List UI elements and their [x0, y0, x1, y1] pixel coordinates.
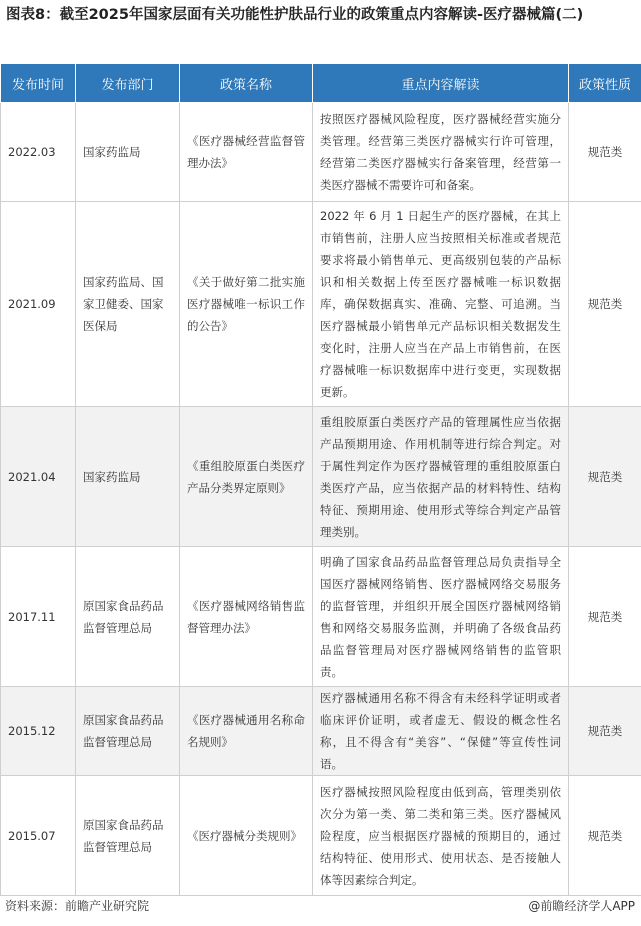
- table-row: [1, 103, 641, 202]
- cell-nature: 规范类: [569, 103, 641, 202]
- cell-content: 2022 年 6 月 1 日起生产的医疗器械，在其上市销售前，注册人应当按照相关标准或者规范要求将最小销售单元、更高级别包装的产品标识和相关数据上传至医疗器械唯一标识数据库，确保数据真实、准确、完整、可追溯。当医疗器械最小销售单元产品标识相关数据发生变化时，注册人应当在产品上市销售前，在医疗器械唯一标识数据库中进行变更，实现数据更新。: [313, 202, 569, 407]
- cell-name: 《医疗器械网络销售监督管理办法》: [180, 547, 313, 687]
- cell-content: 医疗器械通用名称不得含有未经科学证明或者临床评价证明，或者虚无、假设的概念性名称，且不得含有“美容”、“保健”等宣传性词语。: [313, 687, 569, 776]
- footer: [5, 897, 635, 915]
- page-title: 图表8：截至2025年国家层面有关功能性护肤品行业的政策重点内容解读-医疗器械篇(二): [6, 7, 584, 23]
- table-row: [1, 202, 641, 407]
- cell-date: 2021.09: [1, 202, 76, 407]
- cell-dept: 原国家食品药品监督管理总局: [76, 776, 180, 896]
- cell-name: 《医疗器械通用名称命名规则》: [180, 687, 313, 776]
- cell-name: 《医疗器械分类规则》: [180, 776, 313, 896]
- cell-dept: 原国家食品药品监督管理总局: [76, 687, 180, 776]
- cell-content: 按照医疗器械风险程度，医疗器械经营实施分类管理。经营第三类医疗器械实行许可管理，经营第二类医疗器械实行备案管理，经营第一类医疗器械不需要许可和备案。: [313, 103, 569, 202]
- policy-table: [0, 63, 641, 896]
- source-note: 资料来源：前瞻产业研究院: [5, 899, 150, 913]
- table-row: [1, 407, 641, 547]
- column-header-date: 发布时间: [1, 64, 76, 103]
- column-header-name: 政策名称: [180, 64, 313, 103]
- cell-dept: 国家药监局、国家卫健委、国家医保局: [76, 202, 180, 407]
- cell-nature: 规范类: [569, 547, 641, 687]
- cell-nature: 规范类: [569, 687, 641, 776]
- column-header-nature: 政策性质: [569, 64, 641, 103]
- table-row: [1, 547, 641, 687]
- cell-content: 重组胶原蛋白类医疗产品的管理属性应当依据产品预期用途、作用机制等进行综合判定。对于属性判定作为医疗器械管理的重组胶原蛋白类医疗产品，应当依据产品的材料特性、结构特征、预期用途、使用形式等综合判定产品管理类别。: [313, 407, 569, 547]
- column-header-content: 重点内容解读: [313, 64, 569, 103]
- cell-content: 明确了国家食品药品监督管理总局负责指导全国医疗器械网络销售、医疗器械网络交易服务的监督管理，并组织开展全国医疗器械网络销售和网络交易服务监测，并明确了各级食品药品监督管理局对医疗器械网络销售的监管职责。: [313, 547, 569, 687]
- cell-name: 《关于做好第二批实施医疗器械唯一标识工作的公告》: [180, 202, 313, 407]
- cell-date: 2017.11: [1, 547, 76, 687]
- table-header-row: [1, 64, 641, 103]
- table-row: [1, 776, 641, 896]
- cell-nature: 规范类: [569, 407, 641, 547]
- cell-nature: 规范类: [569, 202, 641, 407]
- cell-date: 2021.04: [1, 407, 76, 547]
- column-header-dept: 发布部门: [76, 64, 180, 103]
- table-row: [1, 687, 641, 776]
- cell-date: 2015.12: [1, 687, 76, 776]
- cell-name: 《医疗器械经营监督管理办法》: [180, 103, 313, 202]
- cell-date: 2015.07: [1, 776, 76, 896]
- cell-dept: 国家药监局: [76, 407, 180, 547]
- brand-credit: @前瞻经济学人APP: [528, 899, 635, 913]
- cell-date: 2022.03: [1, 103, 76, 202]
- cell-content: 医疗器械按照风险程度由低到高，管理类别依次分为第一类、第二类和第三类。医疗器械风险程度，应当根据医疗器械的预期目的，通过结构特征、使用形式、使用状态、是否接触人体等因素综合判定。: [313, 776, 569, 896]
- cell-nature: 规范类: [569, 776, 641, 896]
- cell-dept: 国家药监局: [76, 103, 180, 202]
- cell-dept: 原国家食品药品监督管理总局: [76, 547, 180, 687]
- cell-name: 《重组胶原蛋白类医疗产品分类界定原则》: [180, 407, 313, 547]
